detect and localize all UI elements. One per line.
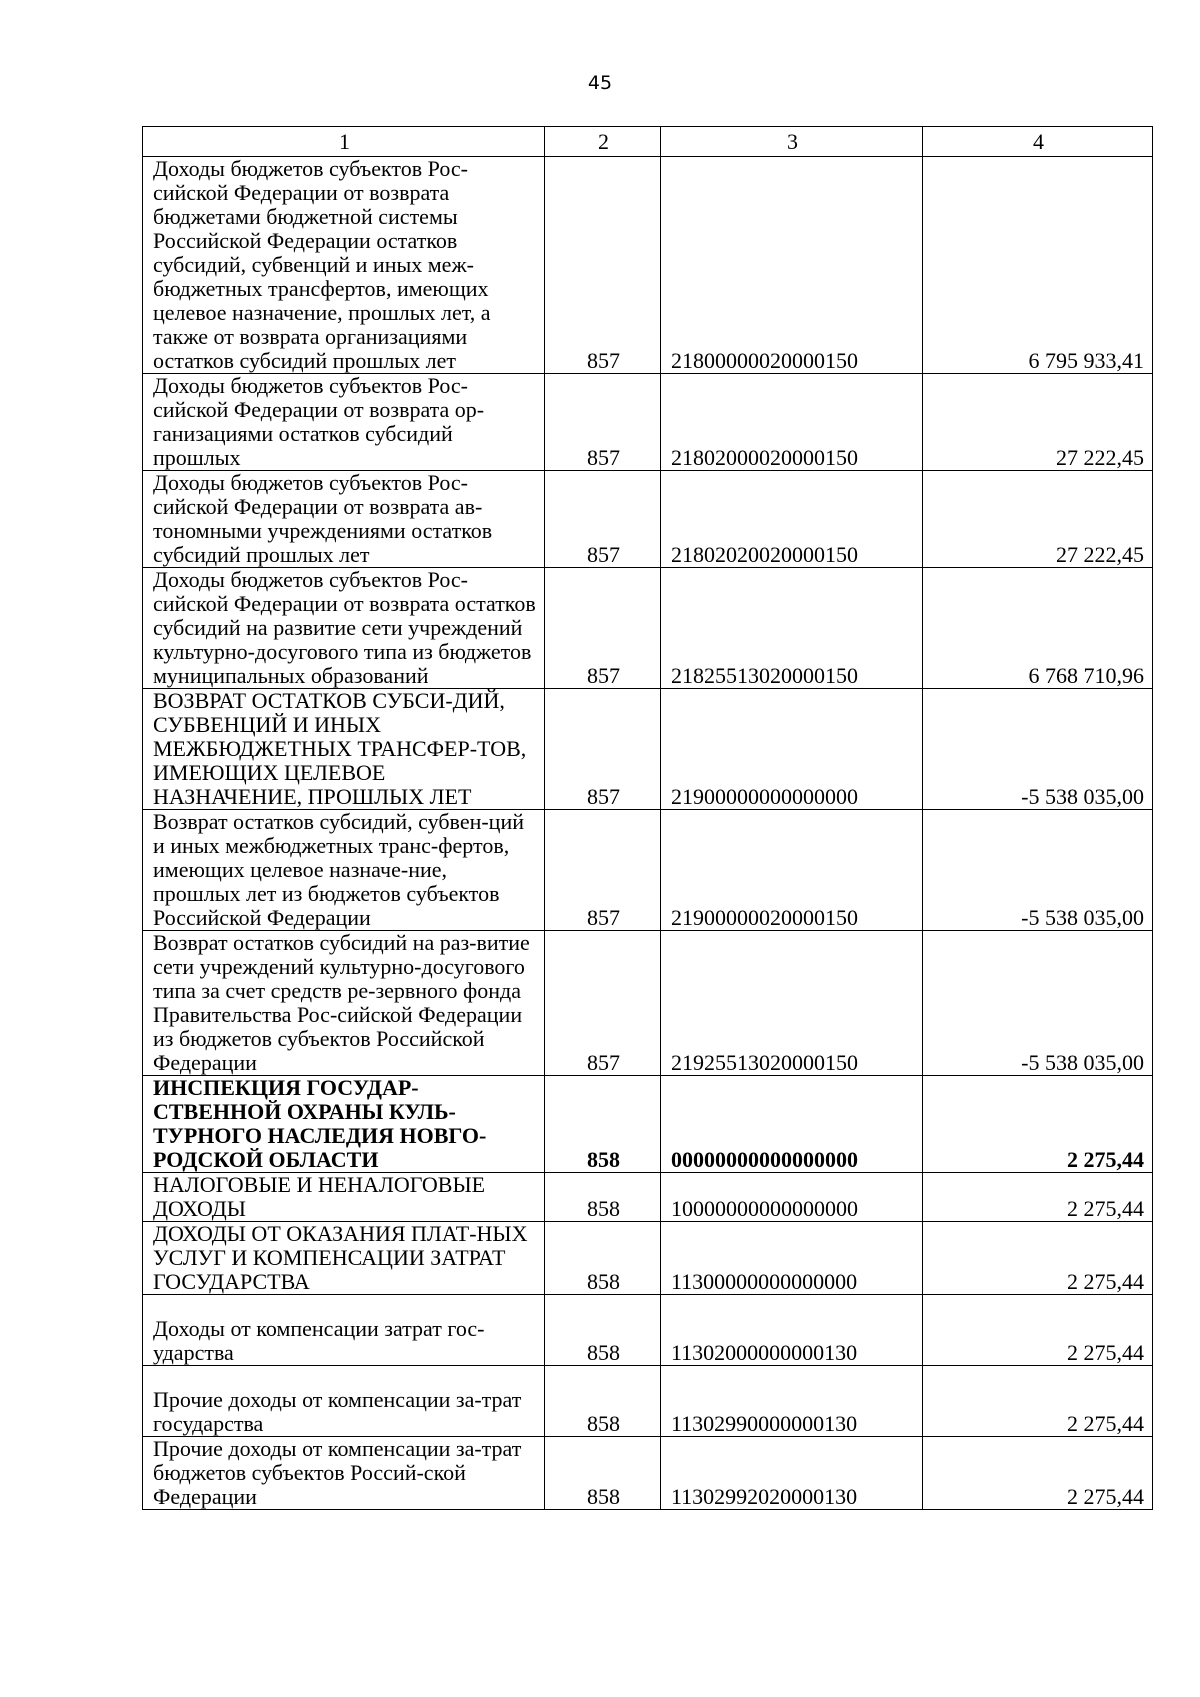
row-name: ВОЗВРАТ ОСТАТКОВ СУБСИ-ДИЙ, СУБВЕНЦИЙ И ИНЫХ МЕЖБЮДЖЕТНЫХ ТРАНСФЕР-ТОВ, ИМЕЮЩИХ ЦЕЛЕВОЕ НАЗНАЧЕНИЕ, ПРОШЛЫХ ЛЕТ bbox=[143, 689, 545, 810]
row-amount: 2 275,44 bbox=[923, 1173, 1153, 1222]
row-code: 857 bbox=[545, 931, 661, 1076]
row-code: 857 bbox=[545, 374, 661, 471]
row-name: Доходы бюджетов субъектов Рос-сийской Федерации от возврата ор-ганизациями остатков субсидий прошлых bbox=[143, 374, 545, 471]
row-kbk: 11300000000000000 bbox=[661, 1222, 923, 1295]
row-amount: -5 538 035,00 bbox=[923, 810, 1153, 931]
row-code: 857 bbox=[545, 157, 661, 374]
row-code: 857 bbox=[545, 689, 661, 810]
budget-table bbox=[142, 126, 1153, 1510]
table-row bbox=[143, 1437, 1153, 1510]
column-header-3: 3 bbox=[661, 127, 923, 157]
row-code: 858 bbox=[545, 1437, 661, 1510]
column-header-2: 2 bbox=[545, 127, 661, 157]
row-kbk: 21802000020000150 bbox=[661, 374, 923, 471]
row-kbk: 00000000000000000 bbox=[661, 1076, 923, 1173]
row-kbk: 11302990000000130 bbox=[661, 1366, 923, 1437]
row-name: Доходы бюджетов субъектов Рос-сийской Федерации от возврата ав-тономными учреждениями остатков субсидий прошлых лет bbox=[143, 471, 545, 568]
table-row bbox=[143, 1295, 1153, 1366]
row-name: ДОХОДЫ ОТ ОКАЗАНИЯ ПЛАТ-НЫХ УСЛУГ И КОМПЕНСАЦИИ ЗАТРАТ ГОСУДАРСТВА bbox=[143, 1222, 545, 1295]
row-kbk: 21802020020000150 bbox=[661, 471, 923, 568]
row-amount: 6 768 710,96 bbox=[923, 568, 1153, 689]
row-code: 857 bbox=[545, 810, 661, 931]
row-name: Прочие доходы от компенсации за-трат государства bbox=[143, 1366, 545, 1437]
table-row bbox=[143, 1222, 1153, 1295]
row-code: 858 bbox=[545, 1222, 661, 1295]
row-amount: 2 275,44 bbox=[923, 1295, 1153, 1366]
page-number: 45 bbox=[587, 72, 613, 94]
table-row bbox=[143, 689, 1153, 810]
row-kbk: 21925513020000150 bbox=[661, 931, 923, 1076]
row-amount: -5 538 035,00 bbox=[923, 689, 1153, 810]
row-name: НАЛОГОВЫЕ И НЕНАЛОГОВЫЕ ДОХОДЫ bbox=[143, 1173, 545, 1222]
table-header-row bbox=[143, 127, 1153, 157]
row-amount: 2 275,44 bbox=[923, 1366, 1153, 1437]
row-amount: 2 275,44 bbox=[923, 1076, 1153, 1173]
row-amount: 2 275,44 bbox=[923, 1222, 1153, 1295]
row-kbk: 11302992020000130 bbox=[661, 1437, 923, 1510]
row-code: 858 bbox=[545, 1076, 661, 1173]
row-kbk: 11302000000000130 bbox=[661, 1295, 923, 1366]
row-name: Прочие доходы от компенсации за-трат бюджетов субъектов Россий-ской Федерации bbox=[143, 1437, 545, 1510]
row-name: ИНСПЕКЦИЯ ГОСУДАР-СТВЕННОЙ ОХРАНЫ КУЛЬ-ТУРНОГО НАСЛЕДИЯ НОВГО-РОДСКОЙ ОБЛАСТИ bbox=[143, 1076, 545, 1173]
row-name: Возврат остатков субсидий, субвен-ций и иных межбюджетных транс-фертов, имеющих целевое назначе-ние, прошлых лет из бюджетов субъектов Российской Федерации bbox=[143, 810, 545, 931]
row-kbk: 21900000000000000 bbox=[661, 689, 923, 810]
table-row bbox=[143, 568, 1153, 689]
row-code: 858 bbox=[545, 1173, 661, 1222]
table-row bbox=[143, 374, 1153, 471]
row-name: Доходы бюджетов субъектов Рос-сийской Федерации от возврата бюджетами бюджетной системы Российской Федерации остатков субсидий, субвенций и иных меж-бюджетных трансфертов, имеющих целевое назначение, прошлых лет, а также от возврата организациями остатков субсидий прошлых лет bbox=[143, 157, 545, 374]
row-kbk: 21800000020000150 bbox=[661, 157, 923, 374]
row-kbk: 21825513020000150 bbox=[661, 568, 923, 689]
table-body bbox=[143, 157, 1153, 1510]
row-code: 858 bbox=[545, 1295, 661, 1366]
row-amount: -5 538 035,00 bbox=[923, 931, 1153, 1076]
table-row bbox=[143, 157, 1153, 374]
row-kbk: 10000000000000000 bbox=[661, 1173, 923, 1222]
row-kbk: 21900000020000150 bbox=[661, 810, 923, 931]
table-row bbox=[143, 1173, 1153, 1222]
row-amount: 27 222,45 bbox=[923, 471, 1153, 568]
row-code: 857 bbox=[545, 471, 661, 568]
row-amount: 6 795 933,41 bbox=[923, 157, 1153, 374]
row-name: Доходы от компенсации затрат гос-ударства bbox=[143, 1295, 545, 1366]
row-amount: 27 222,45 bbox=[923, 374, 1153, 471]
row-code: 857 bbox=[545, 568, 661, 689]
row-code: 858 bbox=[545, 1366, 661, 1437]
table-row bbox=[143, 931, 1153, 1076]
table-row bbox=[143, 810, 1153, 931]
column-header-4: 4 bbox=[923, 127, 1153, 157]
table-row bbox=[143, 471, 1153, 568]
row-name: Доходы бюджетов субъектов Рос-сийской Федерации от возврата остатков субсидий на развитие сети учреждений культурно-досугового типа из бюджетов муниципальных образований bbox=[143, 568, 545, 689]
column-header-1: 1 bbox=[143, 127, 545, 157]
row-name: Возврат остатков субсидий на раз-витие сети учреждений культурно-досугового типа за счет средств ре-зервного фонда Правительства Рос-сийской Федерации из бюджетов субъектов Российской Федерации bbox=[143, 931, 545, 1076]
table-row bbox=[143, 1366, 1153, 1437]
row-amount: 2 275,44 bbox=[923, 1437, 1153, 1510]
table-row-total bbox=[143, 1076, 1153, 1173]
